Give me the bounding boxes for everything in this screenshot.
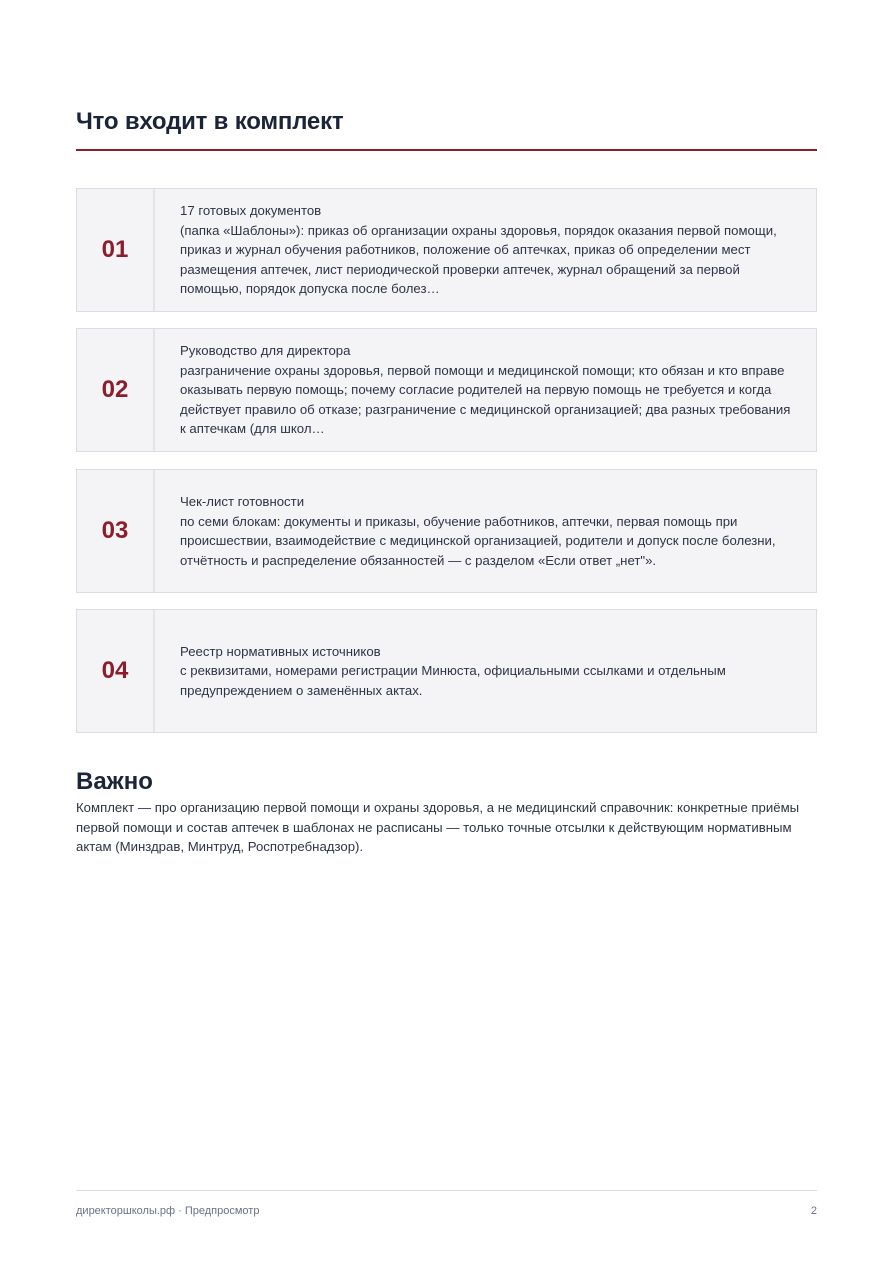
- kit-item-heading: Чек-лист готовности: [180, 494, 305, 509]
- title-underline: [76, 149, 817, 151]
- kit-item-body: [155, 329, 816, 451]
- kit-item-card: [76, 328, 817, 452]
- kit-item-number: 02: [77, 329, 155, 451]
- kit-item-number: 03: [77, 470, 155, 592]
- kit-item-body: [155, 189, 816, 311]
- kit-item-description: разграничение охраны здоровья, первой помощи и медицинской помощи; кто обязан и кто вправе оказывать первую помощь; почему согласие родителей на первую помощь не требуется и когда действует правило об отказе; разграничение с медицинской организацией; два разных требования к аптечкам (для школ…: [180, 362, 791, 437]
- kit-item-heading: 17 готовых документов: [180, 203, 322, 219]
- kit-item-heading: Руководство для директора: [180, 343, 351, 359]
- important-text: Комплект — про организацию первой помощи и охраны здоровья, а не медицинский справочник: конкретные приёмы первой помощи и состав аптечек в шаблонах не расписаны — только точные отсылки к действующим нормативным актам (Минздрав, Минтруд, Роспотребнадзор).: [76, 800, 800, 854]
- kit-item-card: [76, 188, 817, 312]
- kit-item-description: (папка «Шаблоны»): приказ об организации охраны здоровья, порядок оказания первой помощи, приказ и журнал обучения работников, положение об аптечках, приказ об определении мест размещения аптечек, лист периодической проверки аптечек, журнал обращений за первой помощью, порядок допуска после болез…: [180, 222, 777, 297]
- kit-item-body: [155, 470, 816, 592]
- kit-item-card: [76, 609, 817, 733]
- kit-item-number: 04: [77, 610, 155, 732]
- footer-source: директоршколы.рф · Предпросмотр: [76, 1205, 260, 1217]
- page-number: 2: [810, 1205, 817, 1217]
- important-heading: Важно: [76, 768, 153, 795]
- footer-divider: [76, 1190, 817, 1191]
- kit-item-body: [155, 610, 816, 732]
- page-title: Что входит в комплект: [76, 108, 344, 135]
- kit-item-number: 01: [77, 189, 155, 311]
- kit-item-card: [76, 469, 817, 593]
- kit-item-description: с реквизитами, номерами регистрации Минюста, официальными ссылками и отдельным предупреждением о заменённых актах.: [180, 663, 726, 698]
- kit-item-description: по семи блокам: документы и приказы, обучение работников, аптечки, первая помощь при происшествии, взаимодействие с медицинской организацией, родители и допуск после болезни, отчётность и распределение обязанностей — с разделом «Если ответ „нет"».: [180, 513, 776, 568]
- kit-item-heading: Реестр нормативных источников: [180, 643, 381, 659]
